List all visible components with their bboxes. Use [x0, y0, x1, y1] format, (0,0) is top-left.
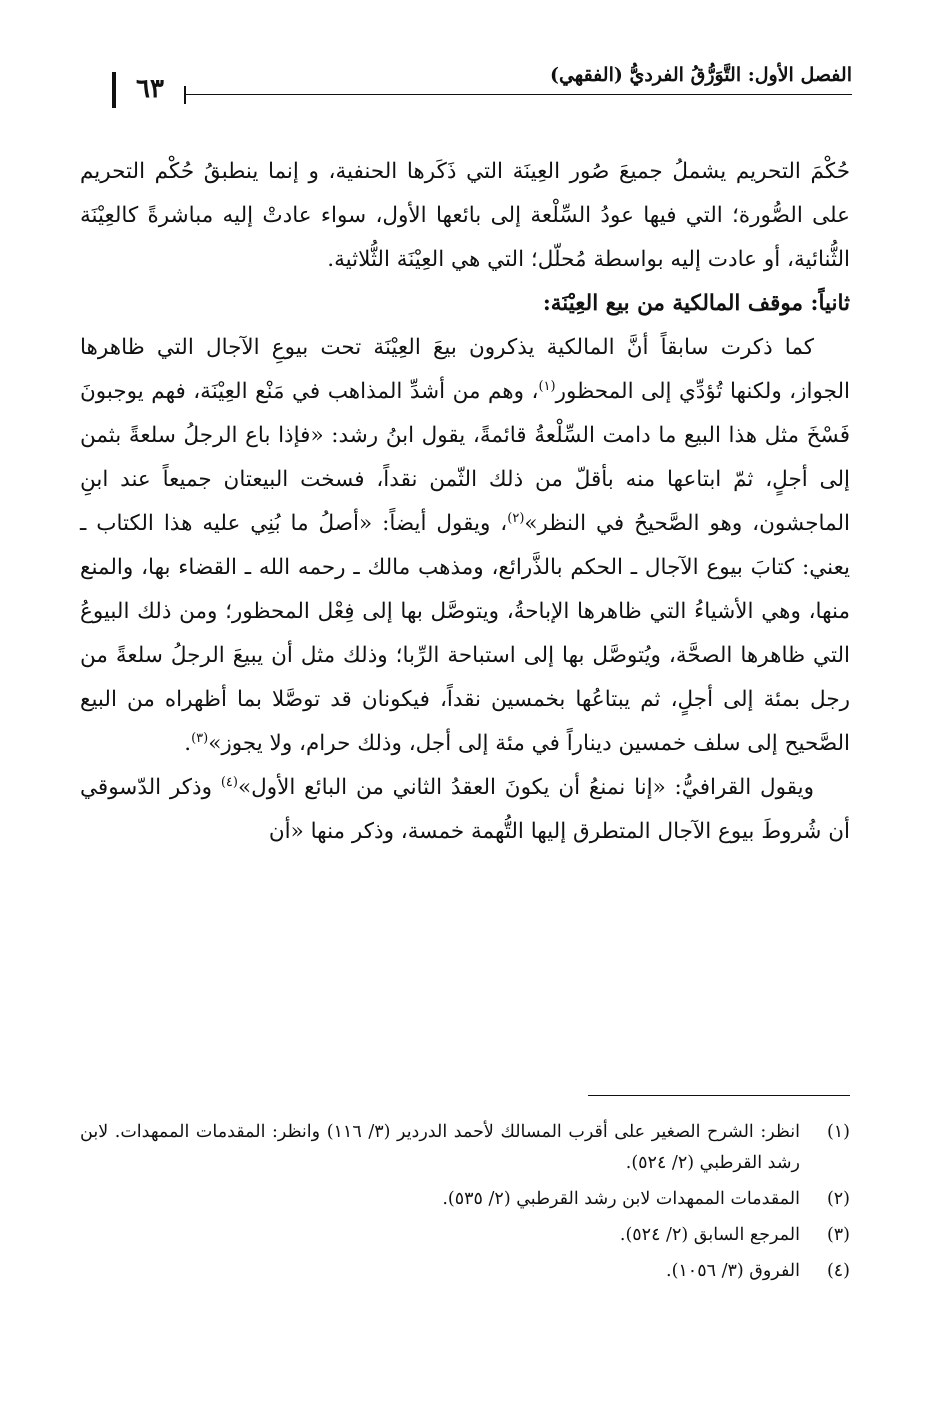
footnotes: [80, 1117, 850, 1292]
footnote: [80, 1220, 850, 1251]
footnote-separator: [588, 1095, 850, 1096]
footnote-number: (١): [826, 1122, 850, 1142]
footnote-number: (٢): [826, 1189, 850, 1209]
running-header: [112, 62, 852, 104]
paragraph-continuation: حُكْمَ التحريم يشملُ جميعَ صُور العِينَة التي ذَكَرها الحنفية، و إنما ينطبقُ حُكْم التحريم على الصُّورة؛ التي فيها عودُ السِّلْعة إلى بائعها الأول، سواء عادتْ إليه مباشرةً كالعِيْنَة الثُّنائية، أو عادت إليه بواسطة مُحلّل؛ التي هي العِيْنَة الثُّلاثية.: [80, 159, 850, 272]
paragraph-text: ، ويقول أيضاً: «أصلُ ما بُنِي عليه هذا الكتاب ـ يعني: كتابَ بيوع الآجال ـ الحكم بالذَّرائع، ومذهب مالك ـ رحمه الله ـ القضاء بها، والمنع منها، وهي الأشياءُ التي ظاهرها الإباحةُ، ويتوصَّل بها إلى فِعْل المحظور؛ ومن ذلك البيوعُ التي ظاهرها الصحَّة، ويُتوصَّل بها إلى استباحة الرِّبا؛ وذلك مثل أن يبيعَ الرجلُ سلعةً من رجل بمئة إلى أجلٍ، ثم يبتاعُها بخمسين نقداً، فيكونان قد توصَّلا بما أظهراه من البيع الصَّحيح إلى سلف خمسين ديناراً في مئة إلى أجل، وذلك حرام، ولا يجوز»: [80, 511, 850, 756]
page-number: ٦٣: [136, 74, 164, 104]
footnote: [80, 1117, 850, 1179]
footnote-number: (٣): [826, 1225, 850, 1245]
header-rule-tick: [184, 86, 186, 104]
paragraph-text: وذكر الدّسوقي أن شُروطَ بيوع الآجال المتطرق إليها التُّهمة خمسة، وذكر منها «أن: [80, 775, 850, 844]
footnote-number: (٤): [826, 1261, 850, 1281]
footnote: [80, 1184, 850, 1215]
footnote-text: انظر: الشرح الصغير على أقرب المسالك لأحمد الدردير (٣/ ١١٦) وانظر: المقدمات الممهدات. لابن رشد القرطبي (٢/ ٥٢٤).: [80, 1122, 801, 1173]
footnote-ref-3: (٣): [191, 730, 209, 746]
main-text: [80, 150, 850, 854]
footnote-ref-2: (٢): [507, 510, 525, 526]
paragraph-text: كما ذكرت سابقاً أنَّ المالكية يذكرون بيعَ العِيْنَة تحت بيوعِ الآجال التي ظاهرها الجواز، ولكنها تُؤدِّي إلى المحظور: [80, 335, 850, 404]
paragraph-text: ويقول القرافيُّ: «إنا نمنعُ أن يكونَ العقدُ الثاني من البائع الأول»: [237, 775, 814, 800]
footnote-text: المرجع السابق (٢/ ٥٢٤).: [619, 1225, 800, 1245]
footnote-text: الفروق (٣/ ١٠٥٦).: [666, 1261, 800, 1281]
paragraph-qarafi: [80, 766, 850, 854]
footnote: [80, 1256, 850, 1287]
footnote-ref-1: (١): [538, 378, 556, 394]
header-rule: [184, 94, 852, 95]
footnote-ref-4: (٤): [220, 774, 238, 790]
paragraph-text: ، وهم من أشدِّ المذاهب في مَنْع العِيْنَة، فهم يوجبونَ فَسْخَ مثل هذا البيع ما دامت السِّلْعةُ قائمةً، يقول ابنُ رشد: «فإذا باع الرجلُ سلعةً بثمن إلى أجلٍ، ثمّ ابتاعها منه بأقلّ من ذلك الثّمن نقداً، فسخت البيعتان جميعاً عند ابنِ الماجشون، وهو الصَّحيحُ في النظر»: [80, 379, 850, 536]
section-heading: ثانياً: موقف المالكية من بيع العِيْنَة:: [542, 291, 850, 316]
paragraph-text: .: [184, 731, 192, 756]
page-number-bar: [112, 72, 116, 108]
chapter-title: الفصل الأول: التَّوَرُّقُ الفرديُّ (الفقهي): [549, 64, 852, 86]
paragraph-maliki: [80, 326, 850, 766]
footnote-text: المقدمات الممهدات لابن رشد القرطبي (٢/ ٥٣٥).: [442, 1189, 800, 1209]
